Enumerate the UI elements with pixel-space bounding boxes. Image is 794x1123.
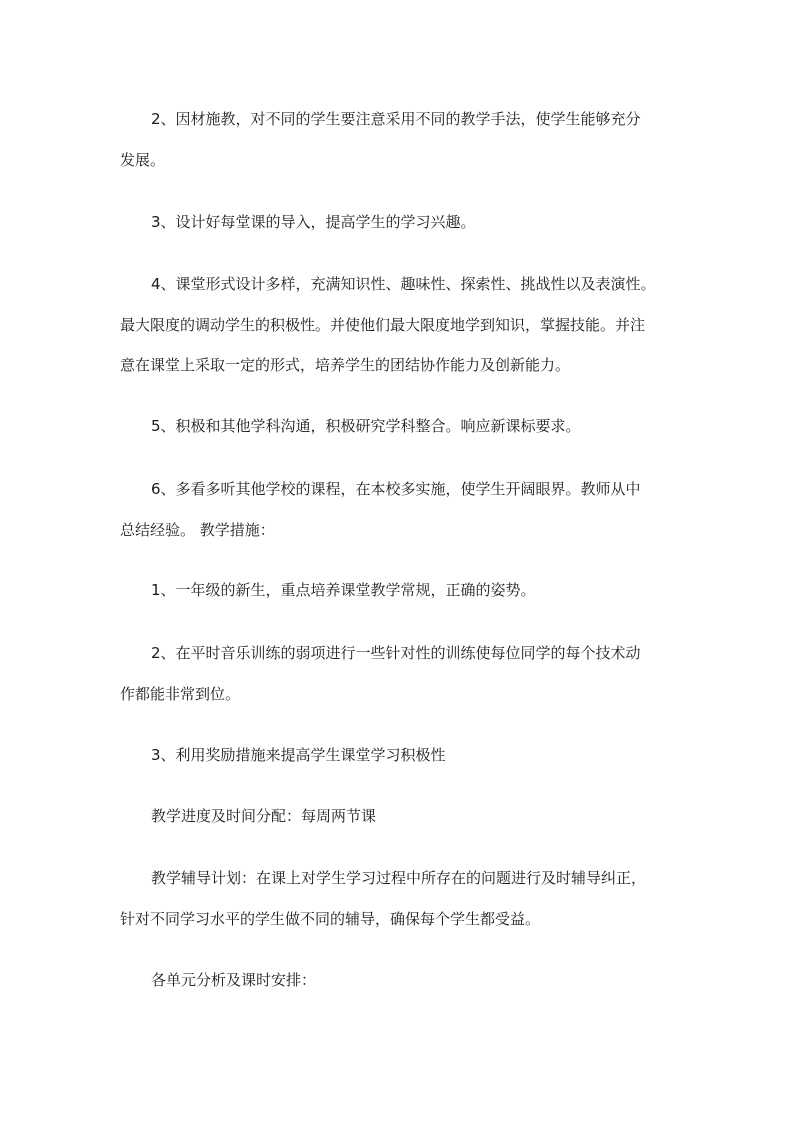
- paragraph-line: 最大限度的调动学生的积极性。并使他们最大限度地学到知识，掌握技能。并注: [120, 316, 646, 334]
- paragraph-line: 2、在平时音乐训练的弱项进行一些针对性的训练使每位同学的每个技术动: [151, 644, 641, 662]
- paragraph-line: 4、课堂形式设计多样，充满知识性、趣味性、探索性、挑战性以及表演性。: [151, 275, 656, 293]
- paragraph-line: 1、一年级的新生，重点培养课堂教学常规，正确的姿势。: [151, 581, 536, 599]
- paragraph-line: 教学进度及时间分配：每周两节课: [151, 807, 377, 825]
- paragraph-line: 5、积极和其他学科沟通，积极研究学科整合。响应新课标要求。: [151, 417, 581, 435]
- paragraph-line: 3、利用奖励措施来提高学生课堂学习积极性: [151, 746, 446, 764]
- paragraph-line: 发展。: [120, 151, 166, 169]
- paragraph-line: 教学辅导计划：在课上对学生学习过程中所存在的问题进行及时辅导纠正，: [151, 869, 647, 887]
- paragraph-line: 针对不同学习水平的学生做不同的辅导，确保每个学生都受益。: [120, 910, 541, 928]
- paragraph-line: 2、因材施教，对不同的学生要注意采用不同的教学手法，使学生能够充分: [151, 110, 641, 128]
- paragraph-line: 各单元分析及课时安排：: [151, 971, 317, 989]
- paragraph-line: 意在课堂上采取一定的形式，培养学生的团结协作能力及创新能力。: [120, 356, 571, 374]
- paragraph-line: 作都能非常到位。: [120, 685, 241, 703]
- paragraph-line: 总结经验。 教学措施：: [120, 521, 275, 539]
- paragraph-line: 3、设计好每堂课的导入，提高学生的学习兴趣。: [151, 213, 476, 231]
- paragraph-line: 6、多看多听其他学校的课程，在本校多实施，使学生开阔眼界。教师从中: [151, 480, 641, 498]
